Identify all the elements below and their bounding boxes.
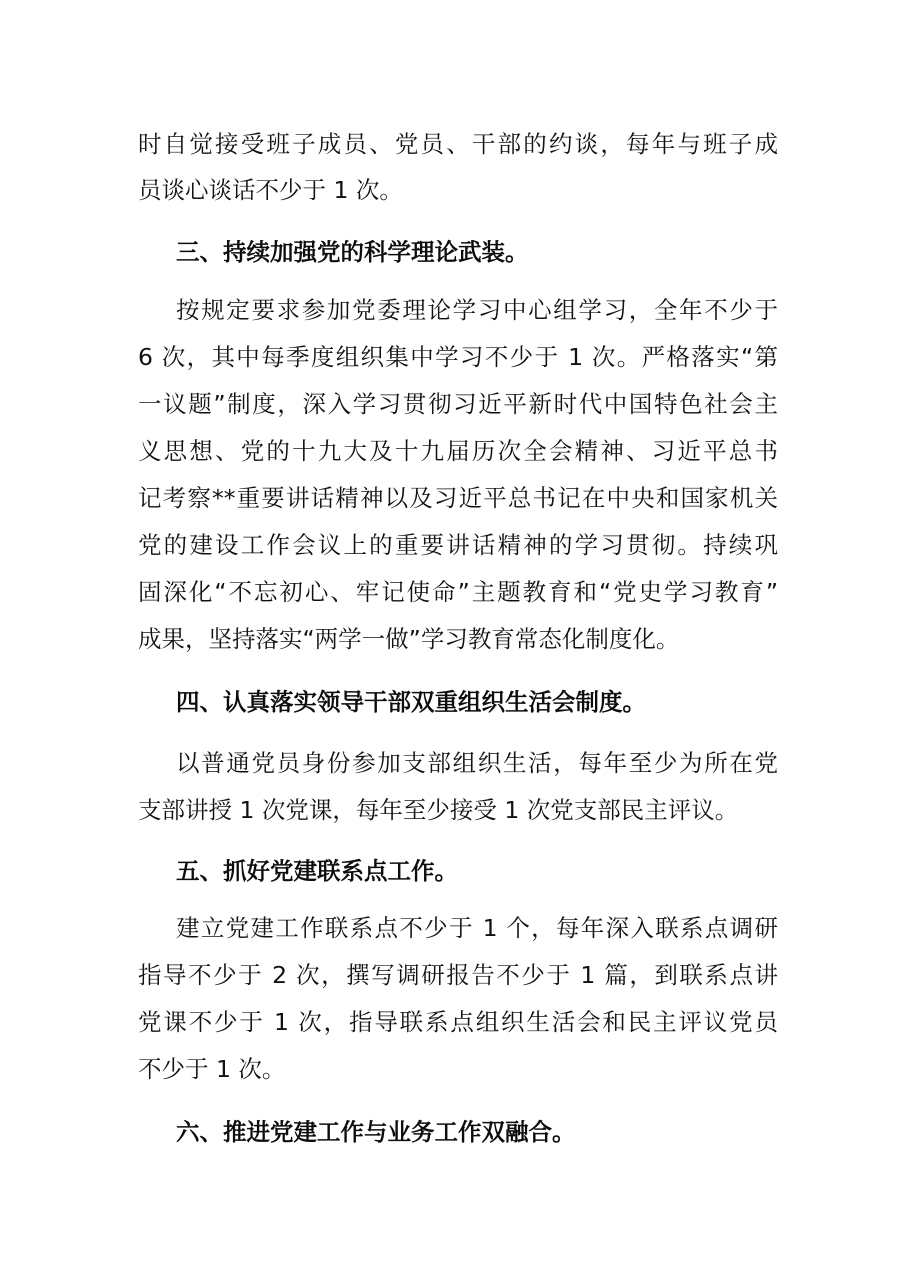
paragraph-line: 按规定要求参加党委理论学习中心组学习，全年不少于 [176,296,778,324]
paragraph-line: 记考察**重要讲话精神以及习近平总书记在中央和国家机关 [138,484,778,512]
paragraph-line: 固深化“不忘初心、牢记使命”主题教育和“党史学习教育” [138,578,778,606]
paragraph-line: 时自觉接受班子成员、党员、干部的约谈，每年与班子成 [138,130,778,158]
section-heading-4: 四、认真落实领导干部双重组织生活会制度。 [176,688,646,716]
paragraph-line: 不少于 1 次。 [138,1055,286,1083]
paragraph-line: 成果，坚持落实“两学一做”学习教育常态化制度化。 [138,625,680,653]
paragraph-line: 6 次，其中每季度组织集中学习不少于 1 次。严格落实“第 [138,343,778,371]
paragraph-line: 建立党建工作联系点不少于 1 个，每年深入联系点调研 [176,914,778,942]
paragraph-line: 义思想、党的十九大及十九届历次全会精神、习近平总书 [138,437,778,465]
paragraph-line: 支部讲授 1 次党课，每年至少接受 1 次党支部民主评议。 [138,796,739,824]
paragraph-line: 一议题”制度，深入学习贯彻习近平新时代中国特色社会主 [138,390,778,418]
paragraph-line: 员谈心谈话不少于 1 次。 [138,176,403,204]
paragraph-line: 指导不少于 2 次，撰写调研报告不少于 1 篇，到联系点讲 [138,961,778,989]
section-heading-6: 六、推进党建工作与业务工作双融合。 [176,1118,576,1146]
paragraph-line: 以普通党员身份参加支部组织生活，每年至少为所在党 [176,749,778,777]
paragraph-line: 党课不少于 1 次，指导联系点组织生活会和民主评议党员 [138,1008,778,1036]
section-heading-5: 五、抓好党建联系点工作。 [176,857,458,885]
section-heading-3: 三、持续加强党的科学理论武装。 [176,238,529,266]
paragraph-line: 党的建设工作会议上的重要讲话精神的学习贯彻。持续巩 [138,531,778,559]
